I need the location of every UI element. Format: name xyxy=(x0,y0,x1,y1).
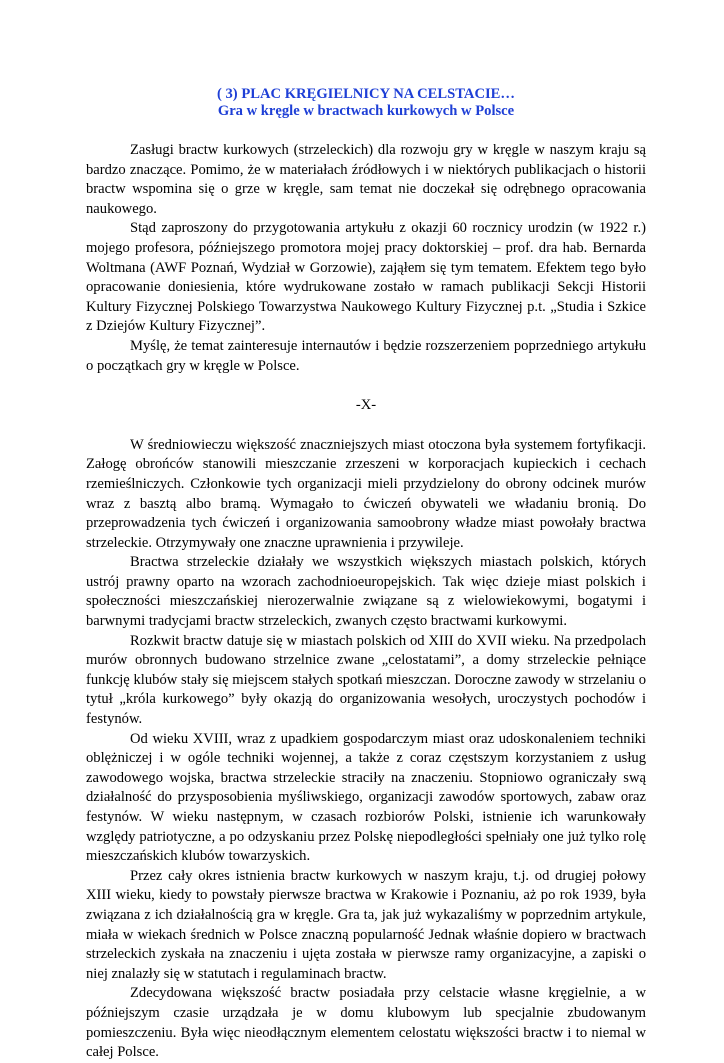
document-subtitle: Gra w kręgle w bractwach kurkowych w Polsce xyxy=(217,103,515,119)
intro-paragraph: Stąd zaproszony do przygotowania artykułu z okazji 60 rocznicy urodzin (w 1922 r.) mojego profesora, późniejszego promotora mojej pracy doktorskiej – prof. dra hab. Bernarda Woltmana (AWF Poznań, Wydział w Gorzowie), zająłem się tym tematem. Efektem tego było opracowanie doniesienia, które wydrukowane zostało w ramach publikacji Sekcji Historii Kultury Fizycznej Polskiego Towarzystwa Naukowego Kultury Fizycznej p.t. „Studia i Szkice z Dziejów Kultury Fizycznej”. xyxy=(86,220,646,335)
body-paragraph: Zdecydowana większość bractw posiadała przy celstacie własne kręgielnie, a w późniejszym czasie urządzała je w domu klubowym lub specjalnie zbudowanym pomieszczeniu. Była więc nieodłącznym elementem celostatu większości bractw i to niemal w całej Polsce. xyxy=(86,985,646,1061)
body-paragraph: Rozkwit bractw datuje się w miastach polskich od XIII do XVII wieku. Na przedpolach murów obronnych budowano strzelnice zwane „celostatami”, a domy strzeleckie pełniące funkcję klubów stały się miejscem stałych spotkań mieszczan. Doroczne zawody w strzelaniu o tytuł „króla kurkowego” były okazją do organizowania wesołych, uroczystych pochodów i festynów. xyxy=(86,632,646,728)
body-paragraph: Bractwa strzeleckie działały we wszystkich większych miastach polskich, których ustrój prawny oparto na wzorach zachodnioeuropejskich. Tak więc dzieje miast polskich i społeczności mieszczańskiej nierozerwalnie związane są z wielowiekowymi, bogatymi i barwnymi tradycjami bractw strzeleckich, zwanych często bractwami kurkowymi. xyxy=(86,554,646,630)
body-paragraph: Od wieku XVIII, wraz z upadkiem gospodarczym miast oraz udoskonaleniem techniki oblężniczej i w ogóle techniki wojennej, a także z coraz częstszym korzystaniem z usług zawodowego wojska, bractwa strzeleckie straciły na znaczeniu. Stopniowo ograniczały swą działalność do przysposobienia myśliwskiego, organizacji zawodów sportowych, zabaw oraz festynów. W wieku następnym, w czasach rozbiorów Polski, istnienie ich warunkowały względy patriotyczne, a po odzyskaniu przez Polskę niepodległości spełniały one już tylko rolę mieszczańskich klubów towarzyskich. xyxy=(86,730,646,865)
document-body xyxy=(86,86,646,1063)
section-separator: -X- xyxy=(355,397,377,414)
document-title: ( 3) PLAC KRĘGIELNICY NA CELSTACIE… xyxy=(217,86,515,102)
intro-paragraph: Zasługi bractw kurkowych (strzeleckich) dla rozwoju gry w kręgle w naszym kraju są bardzo znaczące. Pomimo, że w materiałach źródłowych i w niektórych publikacjach o historii bractw wspomina się o grze w kręgle, sam temat nie doczekał się odrębnego opracowania naukowego. xyxy=(86,142,646,217)
body-paragraph: W średniowieczu większość znaczniejszych miast otoczona była systemem fortyfikacji. Załogę obrońców stanowili mieszczanie zrzeszeni w korporacjach kupieckich i cechach rzemieślniczych. Członkowie tych organizacji mieli przydzielony do obrony odcinek murów wraz z basztą albo bramą. Wymagało to ćwiczeń obywateli we władaniu bronią. Do przeprowadzenia tych ćwiczeń i organizowania samoobrony władze miast powołały bractwa strzeleckie. Otrzymywały one znaczne uprawnienia i przywileje. xyxy=(86,436,646,551)
intro-paragraph: Myślę, że temat zainteresuje internautów i będzie rozszerzeniem poprzedniego artykułu o początkach gry w kręgle w Polsce. xyxy=(86,337,646,374)
body-paragraph: Przez cały okres istnienia bractw kurkowych w naszym kraju, t.j. od drugiej połowy XIII wieku, kiedy to powstały pierwsze bractwa w Krakowie i Poznaniu, aż po rok 1939, była związana z ich działalnością gra w kręgle. Gra ta, jak już wykazaliśmy w poprzednim artykule, miała w wiekach średnich w Polsce znaczną popularność Jednak właśnie dopiero w bractwach strzeleckich zyskała na znaczeniu i ujęta została w pierwsze ramy organizacyjne, a zapiski o niej znalazły się w statutach i regulaminach bractw. xyxy=(86,867,646,982)
